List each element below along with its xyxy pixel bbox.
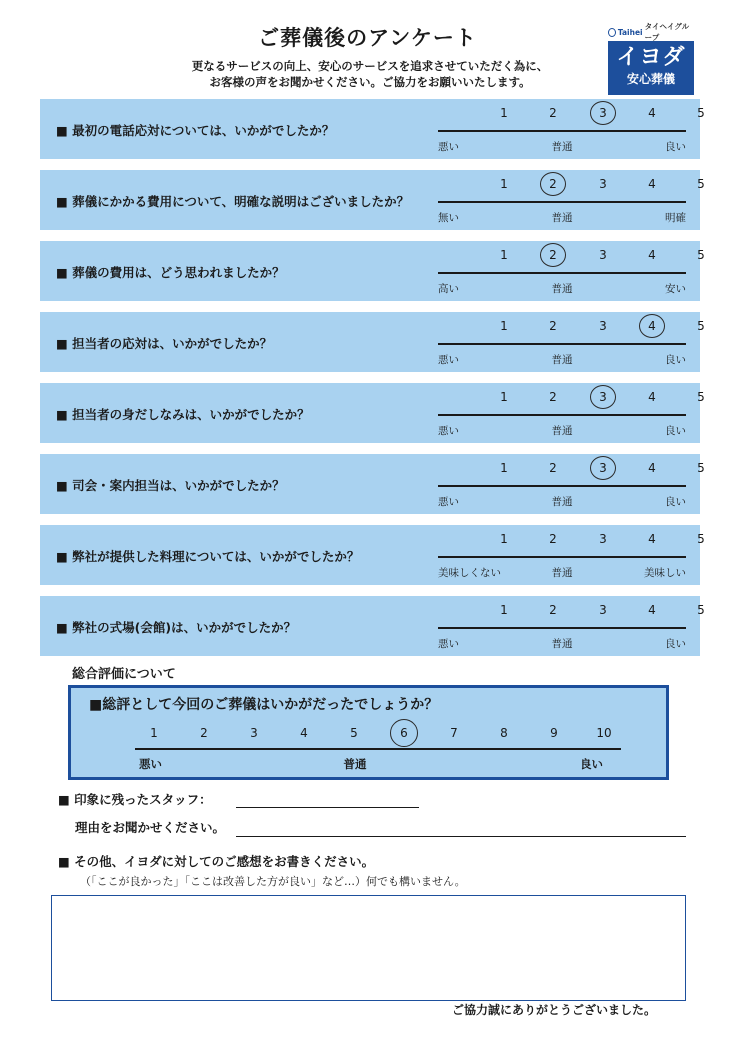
overall-selected-circle-mark: [390, 719, 418, 747]
overall-scale-line: [135, 748, 621, 750]
scale-label-high: 良い: [665, 425, 686, 437]
rating-option-2[interactable]: 2: [549, 319, 557, 333]
question-text: ■ 弊社が提供した料理については、いかがでしたか？: [56, 549, 360, 564]
comments-label: ■ その他、イヨダに対してのご感想をお書きください。: [58, 854, 375, 869]
scale-label-high: 安い: [665, 283, 686, 295]
rating-option-4[interactable]: 4: [648, 603, 656, 617]
scale-label-mid: 普通: [551, 638, 573, 650]
rating-scale: [458, 106, 708, 122]
selected-circle-mark: [540, 243, 566, 267]
scale-line: [438, 130, 686, 132]
overall-option-2[interactable]: 2: [200, 726, 208, 740]
scale-line: [438, 485, 686, 487]
logo-company: Taihei: [617, 27, 643, 37]
scale-labels: [438, 636, 686, 650]
taihei-mark-icon: [608, 28, 616, 37]
rating-option-4[interactable]: 4: [648, 461, 656, 475]
selected-circle-mark: [639, 314, 665, 338]
overall-option-4[interactable]: 4: [300, 726, 308, 740]
rating-option-1[interactable]: 1: [500, 603, 508, 617]
overall-option-9[interactable]: 9: [550, 726, 558, 740]
rating-option-3[interactable]: 3: [599, 532, 607, 546]
staff-label: ■ 印象に残ったスタッフ：: [58, 792, 212, 807]
survey-title: ご葬儀後のアンケート: [258, 26, 477, 50]
staff-input-line[interactable]: [236, 807, 419, 808]
rating-option-1[interactable]: 1: [500, 390, 508, 404]
scale-labels: [438, 494, 686, 508]
rating-option-5[interactable]: 5: [697, 390, 705, 404]
question-row: [40, 525, 705, 585]
scale-line: [438, 556, 686, 558]
scale-labels: [438, 352, 686, 366]
question-row: [40, 170, 705, 230]
rating-option-5[interactable]: 5: [697, 603, 705, 617]
rating-option-5[interactable]: 5: [697, 177, 705, 191]
scale-labels: [438, 281, 686, 295]
rating-option-2[interactable]: 2: [549, 532, 557, 546]
scale-label-low: 悪い: [438, 638, 459, 650]
scale-line: [438, 627, 686, 629]
overall-option-10[interactable]: 10: [596, 726, 612, 740]
logo-brand: イヨダ: [616, 45, 686, 70]
comments-box[interactable]: [51, 895, 686, 1001]
selected-circle-mark: [590, 456, 616, 480]
scale-label-mid: 普通: [551, 212, 573, 224]
rating-option-4[interactable]: 4: [648, 106, 656, 120]
scale-label-high: 明確: [665, 212, 686, 224]
question-row: [40, 454, 705, 514]
scale-labels: [438, 565, 686, 579]
scale-label-low: 高い: [438, 283, 459, 295]
intro-line-2: お客様の声をお聞かせください。ご協力をお願いいたします。: [209, 75, 531, 89]
rating-option-3[interactable]: 3: [599, 461, 607, 475]
scale-label-mid: 普通: [551, 354, 573, 366]
selected-circle-mark: [590, 385, 616, 409]
thanks-message: ご協力誠にありがとうございました。: [452, 1003, 657, 1017]
overall-option-5[interactable]: 5: [350, 726, 358, 740]
question-row: [40, 99, 705, 159]
question-row: [40, 596, 705, 656]
scale-labels: [438, 139, 686, 153]
overall-option-3[interactable]: 3: [250, 726, 258, 740]
overall-scale-labels: [135, 756, 621, 772]
company-logo: [608, 22, 694, 95]
rating-option-3[interactable]: 3: [599, 390, 607, 404]
rating-option-3[interactable]: 3: [599, 603, 607, 617]
scale-labels: [438, 423, 686, 437]
scale-label-high: 美味しい: [644, 567, 686, 579]
rating-option-4[interactable]: 4: [648, 248, 656, 262]
rating-option-1[interactable]: 1: [500, 177, 508, 191]
rating-scale: [458, 390, 708, 406]
question-text: ■ 弊社の式場(会館)は、いかがでしたか？: [56, 620, 297, 635]
selected-circle-mark: [540, 172, 566, 196]
overall-label-high: 良い: [580, 757, 603, 771]
rating-option-5[interactable]: 5: [697, 461, 705, 475]
overall-question: ■総評として今回のご葬儀はいかがだったでしょうか？: [89, 697, 439, 713]
question-text: ■ 担当者の身だしなみは、いかがでしたか？: [56, 407, 310, 422]
scale-label-mid: 普通: [551, 567, 573, 579]
rating-option-1[interactable]: 1: [500, 532, 508, 546]
scale-label-high: 良い: [665, 354, 686, 366]
scale-line: [438, 343, 686, 345]
scale-label-mid: 普通: [551, 141, 573, 153]
scale-label-high: 良い: [665, 496, 686, 508]
overall-option-6[interactable]: 6: [400, 726, 408, 740]
intro-text: [120, 58, 620, 90]
rating-option-2[interactable]: 2: [549, 390, 557, 404]
reason-label: 理由をお聞かせください。: [75, 820, 226, 835]
overall-label-low: 悪い: [139, 757, 162, 771]
rating-option-3[interactable]: 3: [599, 248, 607, 262]
rating-option-4[interactable]: 4: [648, 532, 656, 546]
logo-group: タイヘイグループ: [644, 22, 690, 42]
rating-option-2[interactable]: 2: [549, 106, 557, 120]
rating-scale: [458, 177, 708, 193]
scale-label-high: 良い: [665, 141, 686, 153]
overall-scale: [150, 726, 654, 744]
rating-option-4[interactable]: 4: [648, 390, 656, 404]
logo-tagline: 安心葬儀: [626, 72, 675, 86]
question-text: ■ 司会・案内担当は、いかがでしたか？: [56, 478, 285, 493]
rating-option-5[interactable]: 5: [697, 532, 705, 546]
rating-option-1[interactable]: 1: [500, 248, 508, 262]
question-text: ■ 担当者の応対は、いかがでしたか？: [56, 336, 273, 351]
overall-heading: 総合評価について: [72, 667, 176, 682]
rating-option-1[interactable]: 1: [500, 319, 508, 333]
scale-line: [438, 414, 686, 416]
overall-rating-box: [68, 685, 669, 780]
selected-circle-mark: [590, 101, 616, 125]
scale-label-low: 悪い: [438, 141, 459, 153]
rating-option-3[interactable]: 3: [599, 319, 607, 333]
overall-option-7[interactable]: 7: [450, 726, 458, 740]
scale-line: [438, 272, 686, 274]
overall-label-mid: 普通: [343, 757, 367, 771]
reason-input-line[interactable]: [236, 836, 686, 837]
question-row: [40, 241, 705, 301]
rating-scale: [458, 532, 708, 548]
question-text: ■ 最初の電話応対については、いかがでしたか？: [56, 123, 335, 138]
rating-option-2[interactable]: 2: [549, 248, 557, 262]
rating-scale: [458, 248, 708, 264]
comments-hint: （「ここが良かった」「ここは改善した方が良い」など…）何でも構いません。: [80, 875, 466, 888]
rating-option-2[interactable]: 2: [549, 177, 557, 191]
rating-option-2[interactable]: 2: [549, 603, 557, 617]
scale-label-low: 悪い: [438, 354, 459, 366]
question-row: [40, 383, 705, 443]
rating-scale: [458, 319, 708, 335]
rating-option-1[interactable]: 1: [500, 461, 508, 475]
scale-labels: [438, 210, 686, 224]
question-row: [40, 312, 705, 372]
scale-label-mid: 普通: [551, 425, 573, 437]
overall-option-8[interactable]: 8: [500, 726, 508, 740]
logo-topline: [608, 22, 694, 42]
scale-label-mid: 普通: [551, 283, 573, 295]
rating-scale: [458, 603, 708, 619]
rating-option-3[interactable]: 3: [599, 177, 607, 191]
question-text: ■ 葬儀にかかる費用について、明確な説明はございましたか？: [56, 194, 410, 209]
scale-label-low: 無い: [438, 212, 459, 224]
rating-option-4[interactable]: 4: [648, 177, 656, 191]
rating-option-5[interactable]: 5: [697, 106, 705, 120]
rating-option-5[interactable]: 5: [697, 248, 705, 262]
rating-option-3[interactable]: 3: [599, 106, 607, 120]
scale-label-low: 悪い: [438, 496, 459, 508]
scale-label-low: 美味しくない: [438, 567, 501, 579]
scale-label-high: 良い: [665, 638, 686, 650]
rating-option-4[interactable]: 4: [648, 319, 656, 333]
scale-label-mid: 普通: [551, 496, 573, 508]
overall-option-1[interactable]: 1: [150, 726, 158, 740]
logo-badge: [608, 41, 694, 95]
rating-scale: [458, 461, 708, 477]
question-text: ■ 葬儀の費用は、どう思われましたか？: [56, 265, 285, 280]
rating-option-5[interactable]: 5: [697, 319, 705, 333]
rating-option-2[interactable]: 2: [549, 461, 557, 475]
rating-option-1[interactable]: 1: [500, 106, 508, 120]
intro-line-1: 更なるサービスの向上、安心のサービスを追求させていただく為に、: [191, 59, 549, 73]
scale-label-low: 悪い: [438, 425, 459, 437]
scale-line: [438, 201, 686, 203]
